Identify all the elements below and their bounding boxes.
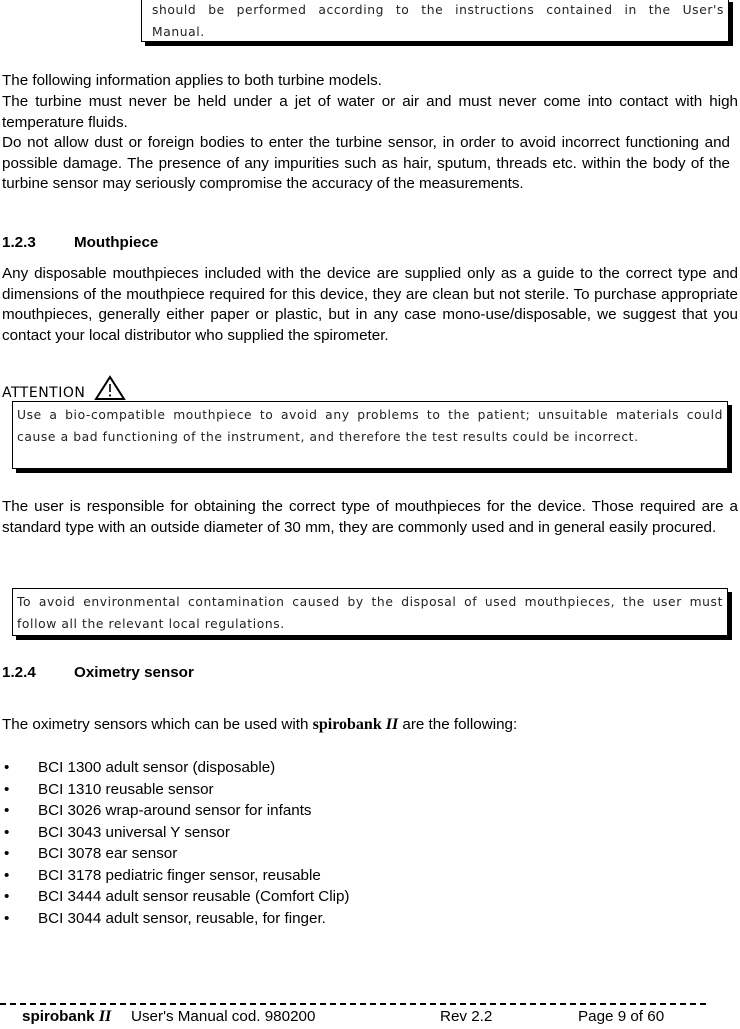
footer-brand: spirobank II [22, 1008, 112, 1025]
mouthpiece-paragraph: Any disposable mouthpieces included with the device are supplied only as a guide to the correct type and dimensions of the mouthpiece required for this device, they are clean but not sterile. To purchase appropriate mouthpieces, generally either paper or plastic, but in any case mono-use/disposable, we suggest that you contact your local distributor who supplied the spirometer. [2, 265, 738, 345]
sensor-list [0, 757, 350, 929]
list-item-text: BCI 3078 ear sensor [38, 845, 178, 862]
section-title: Mouthpiece [74, 234, 159, 251]
attention-label: ATTENTION [2, 375, 126, 405]
bullet-icon: • [4, 823, 10, 841]
bullet-icon: • [4, 845, 10, 862]
list-item-text: BCI 1300 adult sensor (disposable) [38, 759, 276, 776]
intro-paragraph-2: The turbine must never be held under a jet of water or air and must never come into contact with high temperature fluids. [2, 93, 738, 131]
top-note-box [141, 0, 729, 42]
footer-page-number: Page 9 of 60 [578, 1008, 665, 1025]
disposal-note-text: To avoid environmental contamination caused by the disposal of used mouthpieces, the user must follow all the relevant local regulations. [17, 595, 723, 631]
list-item [0, 757, 350, 779]
list-item-text: BCI 1310 reusable sensor [38, 780, 214, 798]
bullet-icon: • [4, 802, 10, 819]
intro-paragraph-1: The following information applies to both turbine models. [2, 72, 382, 89]
footer-divider [0, 1003, 706, 1005]
section-title: Oximetry sensor [74, 664, 194, 681]
list-item [0, 886, 350, 908]
bullet-icon: • [4, 780, 10, 798]
list-item [0, 800, 350, 822]
list-item-text: BCI 3043 universal Y sensor [38, 823, 230, 841]
list-item-text: BCI 3044 adult sensor, reusable, for finger. [38, 909, 326, 927]
list-item [0, 822, 350, 844]
section-heading-mouthpiece [2, 234, 158, 251]
footer-manual-code: User's Manual cod. 980200 [131, 1008, 316, 1025]
section-heading-oximetry [2, 664, 194, 681]
list-item-text: BCI 3026 wrap-around sensor for infants [38, 802, 312, 819]
oximetry-intro: The oximetry sensors which can be used with spirobank II are the following: [2, 716, 518, 733]
top-note-line1: should be performed according to the instructions contained in the User's [152, 3, 724, 17]
attention-note-text: Use a bio-compatible mouthpiece to avoid any problems to the patient; unsuitable materials could cause a bad functioning of the instrument, and therefore the test results could be incorrect. [17, 408, 723, 444]
bullet-icon: • [4, 759, 10, 776]
list-item [0, 865, 350, 887]
section-number: 1.2.4 [2, 664, 36, 681]
bullet-icon: • [4, 909, 10, 927]
bullet-icon: • [4, 888, 10, 905]
attention-note-box [12, 401, 728, 469]
disposal-note-box [12, 588, 728, 636]
list-item [0, 908, 350, 930]
footer-revision: Rev 2.2 [440, 1008, 493, 1025]
responsibility-paragraph: The user is responsible for obtaining the correct type of mouthpieces for the device. Those required are a standard type with an outside diameter of 30 mm, they are commonly used and in general easily procured. [2, 498, 738, 536]
list-item-text: BCI 3178 pediatric finger sensor, reusable [38, 866, 321, 884]
top-note-line2: Manual. [152, 25, 205, 39]
bullet-icon: • [4, 866, 10, 884]
list-item [0, 843, 350, 865]
section-number: 1.2.3 [2, 234, 36, 251]
list-item [0, 779, 350, 801]
intro-paragraph-3: Do not allow dust or foreign bodies to enter the turbine sensor, in order to avoid incorrect functioning and possible damage. The presence of any impurities such as hair, sputum, threads etc. within the body of the turbine sensor may seriously compromise the accuracy of the measurements. [2, 134, 730, 193]
list-item-text: BCI 3444 adult sensor reusable (Comfort Clip) [38, 888, 350, 905]
brand-name: spirobank II [312, 716, 399, 733]
